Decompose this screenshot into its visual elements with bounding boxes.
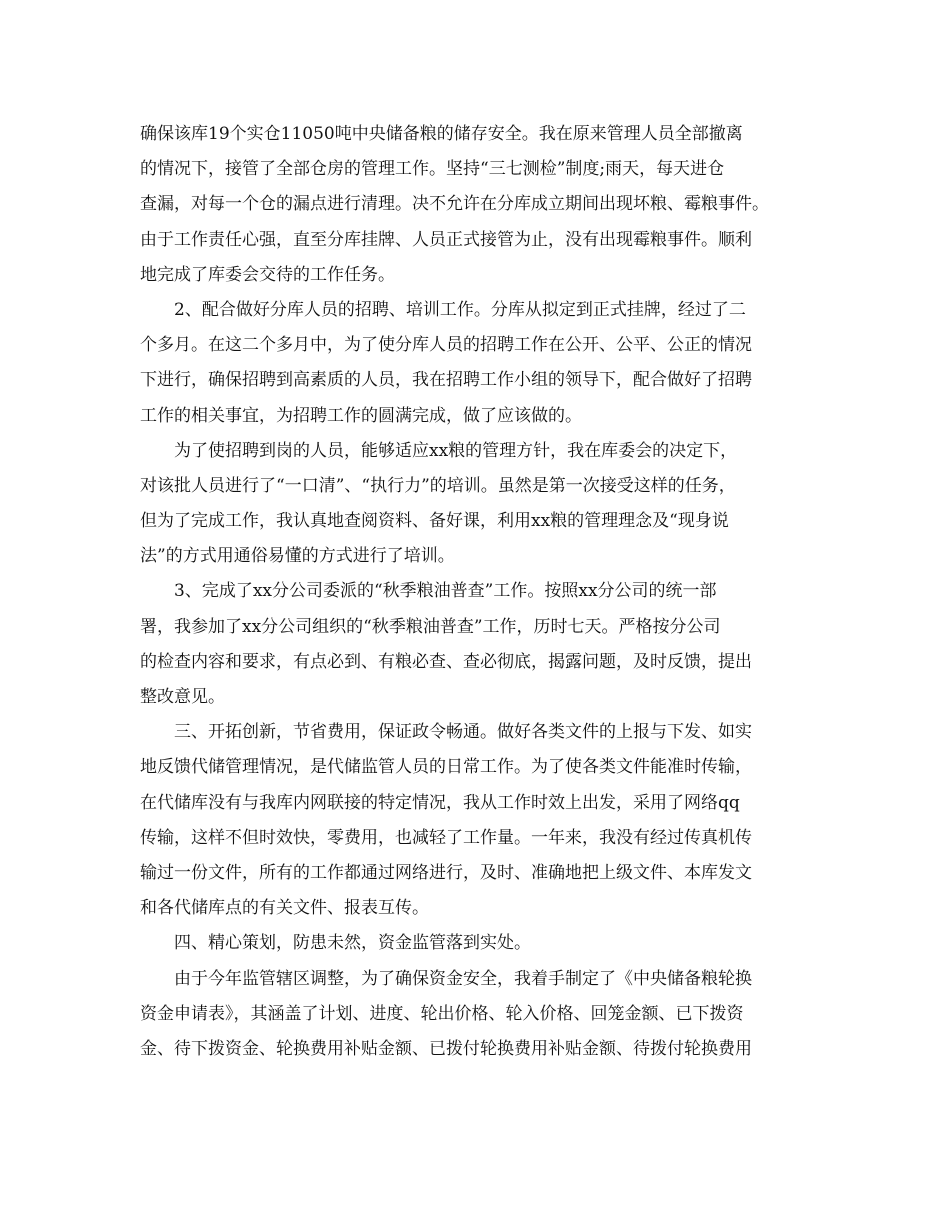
text-line: 确保该库19个实仓11050吨中央储备粮的储存安全。我在原来管理人员全部撤离 bbox=[140, 124, 743, 144]
text-line: 在代储库没有与我库内网联接的特定情况，我从工作时效上出发，采用了网络qq bbox=[140, 792, 740, 813]
text-line: 2、配合做好分库人员的招聘、培训工作。分库从拟定到正式挂牌，经过了二 bbox=[174, 299, 746, 320]
text-line: 三、开拓创新，节省费用，保证政令畅通。做好各类文件的上报与下发、如实 bbox=[174, 722, 752, 743]
text-line: 资金申请表》，其涵盖了计划、进度、轮出价格、轮入价格、回笼金额、已下拨资 bbox=[140, 1003, 744, 1024]
paragraph bbox=[140, 434, 830, 575]
text-line: 为了使招聘到岗的人员，能够适应xx粮的管理方针，我在库委会的决定下， bbox=[174, 440, 738, 461]
paragraph bbox=[140, 962, 830, 1068]
text-line: 对该批人员进行了“一口清”、“执行力”的培训。虽然是第一次接受这样的任务， bbox=[140, 475, 736, 496]
paragraph bbox=[140, 117, 830, 293]
paragraph bbox=[140, 574, 830, 715]
text-line: 法”的方式用通俗易懂的方式进行了培训。 bbox=[140, 546, 455, 567]
text-line: 但为了完成工作，我认真地查阅资料、备好课，利用xx粮的管理理念及“现身说 bbox=[140, 511, 729, 532]
paragraph bbox=[140, 293, 830, 434]
text-line: 地完成了库委会交待的工作任务。 bbox=[140, 264, 395, 285]
paragraph bbox=[140, 715, 830, 926]
text-line: 由于工作责任心强，直至分库挂牌、人员正式接管为止，没有出现霉粮事件。顺利 bbox=[140, 229, 752, 250]
text-line: 和各代储库点的有关文件、报表互传。 bbox=[140, 898, 429, 919]
document-body bbox=[140, 117, 830, 1067]
text-line: 金、待下拨资金、轮换费用补贴金额、已拨付轮换费用补贴金额、待拨付轮换费用 bbox=[140, 1038, 752, 1059]
text-line: 地反馈代储管理情况，是代储监管人员的日常工作。为了使各类文件能准时传输， bbox=[140, 757, 752, 778]
text-line: 整改意见。 bbox=[140, 687, 225, 707]
text-line: 下进行，确保招聘到高素质的人员，我在招聘工作小组的领导下，配合做好了招聘 bbox=[140, 370, 752, 391]
text-line: 查漏，对每一个仓的漏点进行清理。决不允许在分库成立期间出现坏粮、霉粮事件。 bbox=[140, 194, 769, 215]
text-line: 个多月。在这二个多月中，为了使分库人员的招聘工作在公开、公平、公正的情况 bbox=[140, 335, 752, 356]
text-line: 传输，这样不但时效快，零费用，也减轻了工作量。一年来，我没有经过传真机传 bbox=[140, 827, 752, 848]
text-line: 工作的相关事宜，为招聘工作的圆满完成，做了应该做的。 bbox=[140, 405, 582, 426]
text-line: 输过一份文件，所有的工作都通过网络进行，及时、准确地把上级文件、本库发文 bbox=[140, 862, 752, 883]
text-line: 署，我参加了xx分公司组织的“秋季粮油普查”工作，历时七天。严格按分公司 bbox=[140, 616, 721, 637]
text-line: 的情况下，接管了全部仓房的管理工作。坚持“三七测检”制度;雨天，每天进仓 bbox=[140, 159, 725, 180]
text-line: 3、完成了xx分公司委派的“秋季粮油普查”工作。按照xx分公司的统一部 bbox=[174, 581, 717, 602]
paragraph bbox=[140, 926, 830, 961]
text-line: 的检查内容和要求，有点必到、有粮必查、查必彻底，揭露问题，及时反馈，提出 bbox=[140, 651, 752, 672]
text-line: 由于今年监管辖区调整，为了确保资金安全，我着手制定了《中央储备粮轮换 bbox=[174, 968, 752, 989]
text-line: 四、精心策划，防患未然，资金监管落到实处。 bbox=[174, 933, 531, 954]
